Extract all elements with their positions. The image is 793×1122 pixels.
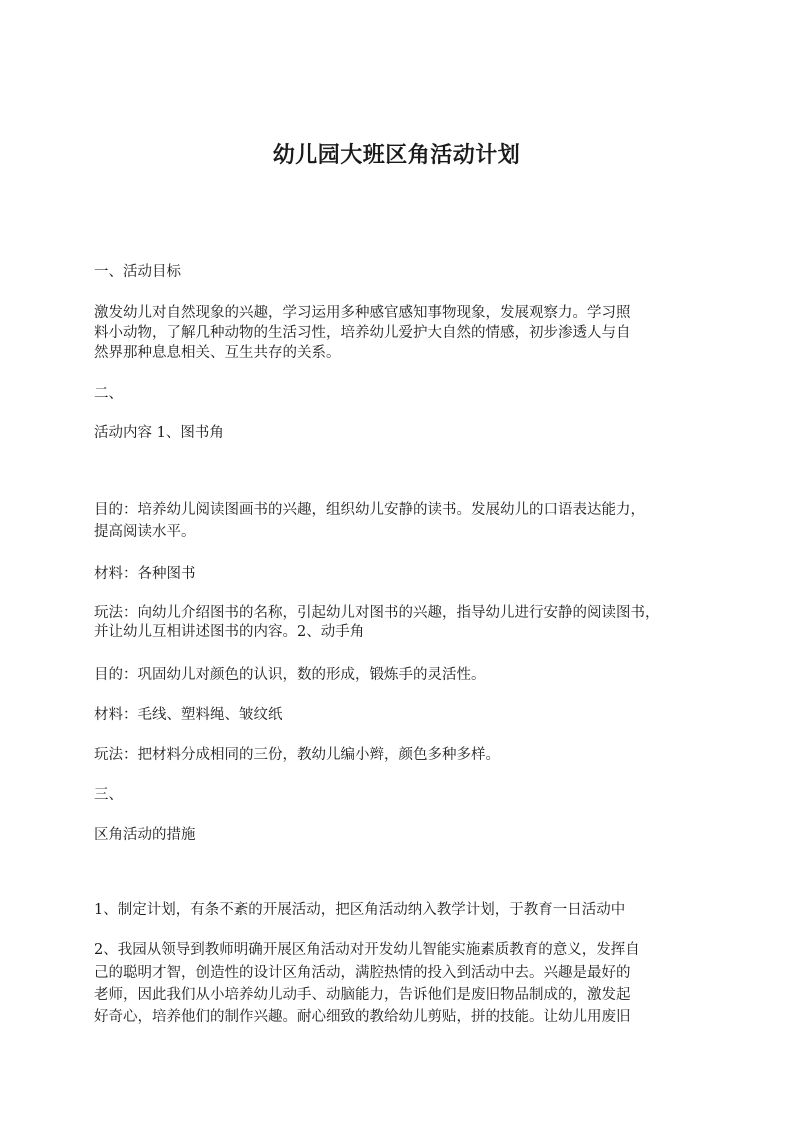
paragraph-line: 并让幼儿互相讲述图书的内容。2、动手角	[94, 624, 365, 640]
paragraph-line: 2、我园从领导到教师明确开展区角活动对开发幼儿智能实施素质教育的意义，发挥自	[94, 942, 640, 958]
paragraph-line: 激发幼儿对自然现象的兴趣，学习运用多种感官感知事物现象，发展观察力。学习照	[94, 305, 631, 321]
section-heading-2: 二、	[94, 386, 123, 402]
paragraph-line: 材料：毛线、塑料绳、皱纹纸	[94, 707, 283, 723]
page-title: 幼儿园大班区角活动计划	[272, 143, 521, 168]
paragraph-line: 目的：培养幼儿阅读图画书的兴趣，组织幼儿安静的读书。发展幼儿的口语表达能力，	[94, 502, 645, 518]
paragraph-line: 己的聪明才智，创造性的设计区角活动，满腔热情的投入到活动中去。兴趣是最好的	[94, 965, 631, 981]
section-subheading-content: 活动内容 1、图书角	[94, 425, 224, 441]
paragraph-line: 料小动物，了解几种动物的生活习性，培养幼儿爱护大自然的情感，初步渗透人与自	[94, 325, 631, 341]
section-subheading-measures: 区角活动的措施	[94, 827, 196, 843]
paragraph-line: 好奇心，培养他们的制作兴趣。耐心细致的教给幼儿剪贴，拼的技能。让幼儿用废旧	[94, 1009, 631, 1025]
paragraph-line: 老师，因此我们从小培养幼儿动手、动脑能力，告诉他们是废旧物品制成的，激发起	[94, 987, 631, 1003]
paragraph-line: 然界那种息息相关、互生共存的关系。	[94, 345, 341, 361]
section-heading-goals: 一、活动目标	[94, 264, 181, 280]
paragraph-line: 玩法：把材料分成相同的三份，教幼儿编小辫，颜色多种多样。	[94, 747, 500, 763]
section-heading-3: 三、	[94, 787, 123, 803]
paragraph-line: 目的：巩固幼儿对颜色的认识，数的形成，锻炼手的灵活性。	[94, 667, 486, 683]
paragraph-line: 1、制定计划，有条不紊的开展活动，把区角活动纳入教学计划，于教育一日活动中	[94, 902, 626, 918]
paragraph-line: 玩法：向幼儿介绍图书的名称，引起幼儿对图书的兴趣，指导幼儿进行安静的阅读图书，	[94, 605, 660, 621]
paragraph-line: 材料：各种图书	[94, 566, 196, 582]
paragraph-line: 提高阅读水平。	[94, 524, 196, 540]
